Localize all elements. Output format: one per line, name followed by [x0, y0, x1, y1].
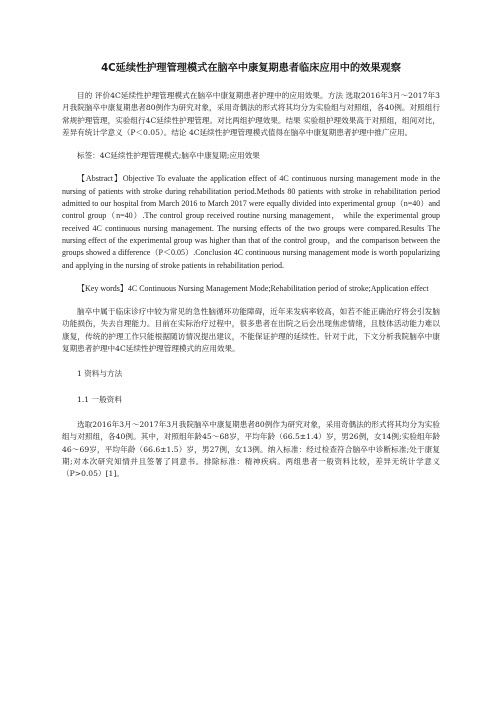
- section-heading-1: 1 资料与方法: [77, 369, 123, 379]
- section-1-1-body: 选取2016年3月～2017年3月我院脑卒中康复期患者80例作为研究对象，采用奇偶法的形式将其均分为实验组与对照组，各40例。其中，对照组年龄45～68岁，平均年龄（66.5±1.4）岁，男26例，女14例;实验组年龄46～69岁，平均年龄（66.6±1.5）岁，男27例，女13例。纳入标准：经过检查符合脑卒中诊断标准;处于康复期;对本次研究知情并且签署了同意书。排除标准：精神疾病。两组患者一般资料比较，差异无统计学意义（P>0.05）[1]。: [62, 419, 440, 479]
- intro-paragraph: 脑卒中属于临床诊疗中较为常见的急性脑循环功能障碍，近年来发病率较高，如若不能正确治疗将会引发脑功能损伤，失去自理能力。目前在实际治疗过程中，很多患者在出院之后会出现焦虑情绪，且肢体活动能力难以康复，传统的护理工作只能根据随访情况提出建议，不能保证护理的延续性。针对于此，下文分析我院脑卒中康复期患者护理中4C延续性护理管理模式的应用效果。: [62, 307, 440, 354]
- document-title: 4C延续性护理管理模式在脑卒中康复期患者临床应用中的效果观察: [101, 63, 401, 74]
- abstract-cn: 目的 评价4C延续性护理管理模式在脑卒中康复期患者护理中的应用效果。方法 选取2016年3月～2017年3月我院脑卒中康复期患者80例作为研究对象，采用奇偶法的形式将其均分为实验组与对照组，各40例。对照组行常规护理管理，实验组行4C延续性护理管理。对比两组护理效果。结果 实验组护理效果高于对照组，组间对比，差异有统计学意义（P＜0.05）。结论 4C延续性护理管理模式值得在脑卒中康复期患者护理中推广应用。: [62, 91, 440, 137]
- keywords-cn: 标签：4C延续性护理管理模式;脑卒中康复期;应用效果: [77, 151, 260, 161]
- section-heading-1-1: 1.1 一般资料: [77, 394, 122, 404]
- keywords-en: 【Key words】4C Continuous Nursing Management Mode;Rehabilitation period of stroke;Application effect: [77, 283, 429, 293]
- abstract-en: 【Abstract】Objective To evaluate the application effect of 4C continuous nursing management mode in the nursing of patients with stroke during rehabilitation period.Methods 80 patients with stroke in rehabilitation period admitted to our hospital from March 2016 to March 2017 were equally divided into experimental group（n=40）and control group（n=40）.The control group received routine nursing management， while the experimental group received 4C continuous nursing management. The nursing effects of the two groups were compared.Results The nursing effect of the experimental group was higher than that of the control group，and the comparison between the groups showed a difference（P＜0.05）.Conclusion 4C continuous nursing management mode is worth popularizing and applying in the nursing of stroke patients in rehabilitation period.: [62, 174, 440, 270]
